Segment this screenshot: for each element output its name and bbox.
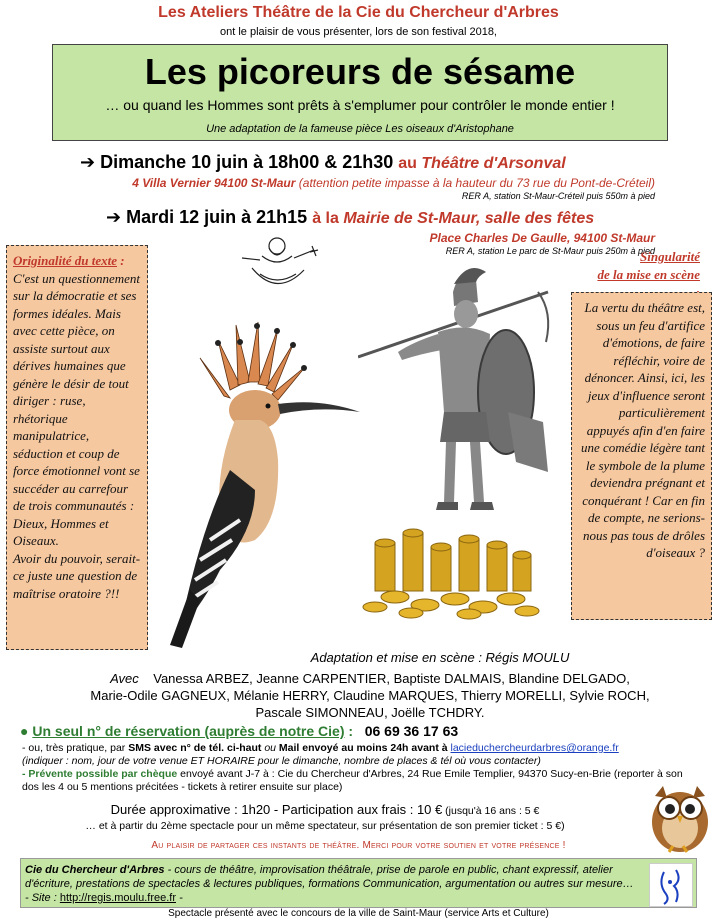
event-1-venue-prefix: au (398, 155, 417, 172)
cast-line-2: Marie-Odile GAGNEUX, Mélanie HERRY, Claudine MARQUES, Thierry MORELLI, Sylvie ROCH, (90, 688, 650, 703)
reservation-label: Un seul n° de réservation (auprès de notre Cie) (32, 723, 345, 739)
right-box-body: La vertu du théâtre est, sous un feu d'artifice d'émotions, de faire réfléchir, voire de dénoncer. Ainsi, ici, les jeux d'influence seront particulièrement appuyés afin d'en faire une comédie légère tant le symbole de la plume deviendra prégnant et conquérant ! Car en fin de compte, ne serions-nous pas tous de drôles d'oiseaux ? (580, 300, 705, 560)
res-text-c: Mail envoyé au moins 24h avant à (276, 742, 451, 754)
reservation-email-link[interactable]: lacieduchercheurdarbres@orange.fr (450, 742, 619, 754)
footer-description: - cours de théâtre, improvisation théâtrale, prise de parole en public, chant expressif, atelier d'écriture, prestations de spectacles & lectures publiques, formations Communication, argumentation ou autres sur mesure… - Site : (25, 864, 634, 904)
presale-label: - Prévente possible par chèque (22, 768, 178, 780)
left-box-body: C'est un questionnement sur la démocratie et ses formes idéales. Mais avec cette pièce, on assiste surtout aux dérives humaines que génère le désir de tout diriger : ruse, rhétorique manipulatrice, séduction et coup de force émotionnel vont se succéder au carrefour de trois communautés : Dieux, Hommes et Oiseaux. (13, 270, 140, 548)
event-1-address-text: 4 Villa Vernier 94100 St-Maur (132, 176, 296, 190)
event-2-line (106, 207, 594, 228)
reservation-line (20, 723, 700, 739)
arrow-icon: ➔ (80, 152, 96, 172)
duration-text: Durée approximative : 1h20 - Participation aux frais : 10 € (110, 802, 443, 817)
text-originality-box (6, 245, 148, 650)
bullet-icon: ● (20, 723, 29, 739)
intro-text: ont le plaisir de vous présenter, lors de son festival 2018, (220, 26, 497, 38)
event-2-date: Mardi 12 juin à 21h15 (126, 207, 308, 227)
staging-title-line-1: Singularité (640, 249, 700, 264)
event-1-line (80, 152, 566, 173)
footer-text (25, 863, 637, 905)
company-header: Les Ateliers Théâtre de la Cie du Chercheur d'Arbres (158, 4, 559, 21)
footer-company: Cie du Chercheur d'Arbres (25, 864, 165, 876)
sponsor-note: Spectacle présenté avec le concours de la ville de Saint-Maur (service Arts et Culture) (168, 908, 549, 919)
cast-line-1: Vanessa ARBEZ, Jeanne CARPENTIER, Baptiste DALMAIS, Blandine DELGADO, (153, 671, 630, 686)
gold-coins-illustration (355, 525, 545, 620)
adaptation-note: Une adaptation de la fameuse pièce Les oiseaux d'Aristophane (206, 123, 514, 135)
play-title: Les picoreurs de sésame (144, 51, 576, 92)
company-footer-box (20, 858, 697, 908)
event-2-venue: Mairie de St-Maur, salle des fêtes (343, 210, 595, 227)
event-1-address-note: (attention petite impasse à la hauteur du 73 rue du Pont-de-Créteil) (298, 176, 655, 190)
zeus-sketch-illustration (232, 228, 322, 296)
presale-details: envoyé avant J-7 à : Cie du Chercheur d'Arbres, 24 Rue Emile Templier, 94370 Sucy-en-Brie (reporter à son dos les 4 ou 5 mentions précitées - tickets à retirer ensuite sur place) (22, 768, 683, 793)
res-text-a: - ou, très pratique, par (22, 742, 129, 754)
duration-price (0, 802, 650, 817)
duration-second-line: … et à partir du 2ème spectacle pour un même spectateur, sur présentation de son premier ticket : 5 €) (85, 820, 565, 832)
footer-end: - (176, 892, 183, 904)
website-link[interactable]: http://regis.moulu.free.fr (59, 892, 177, 904)
event-1-venue: Théâtre d'Arsonval (421, 155, 566, 172)
cast-list (60, 670, 680, 721)
thanks-message: Au plaisir de partager ces instants de théâtre. Merci pour votre soutien et votre présence ! (151, 840, 566, 851)
title-box (52, 44, 668, 141)
event-1-date: Dimanche 10 juin à 18h00 & 21h30 (100, 152, 394, 172)
cast-line-3: Pascale SIMONNEAU, Joëlle TCHDRY. (255, 705, 485, 720)
event-2-transit: RER A, station Le parc de St-Maur puis 250m à pied (445, 246, 655, 256)
hoopoe-bird-illustration (160, 300, 360, 650)
staging-box (571, 292, 712, 620)
reservation-colon: : (344, 723, 354, 739)
left-box-title: Originalité du texte (13, 253, 117, 268)
event-2-address: Place Charles De Gaulle, 94100 St-Maur (429, 231, 655, 245)
arrow-icon: ➔ (106, 207, 122, 227)
res-sms: SMS (128, 742, 151, 754)
left-box-title-suffix: : (117, 253, 125, 268)
res-ou: ou (264, 742, 277, 754)
director-credit: Adaptation et mise en scène : Régis MOULU (310, 650, 570, 665)
staging-title-line-2: de la mise en scène (597, 267, 700, 282)
event-1-address (60, 176, 655, 190)
reservation-instructions: (indiquer : nom, jour de votre venue ET HORAIRE pour le dimanche, nombre de places & tél où vous contacter) (22, 755, 541, 767)
left-box-body-2: Avoir du pouvoir, serait-ce juste une question de maîtrise oratoire ?!! (13, 550, 141, 601)
play-subtitle: … ou quand les Hommes sont prêts à s'emplumer pour contrôler le monde entier ! (105, 97, 615, 113)
greek-warrior-illustration (358, 262, 558, 512)
event-1-transit: RER A, station St-Maur-Créteil puis 550m à pied (461, 191, 655, 201)
res-text-b: avec n° de tél. ci-haut (151, 742, 265, 754)
event-2-venue-prefix: à la (312, 210, 339, 227)
company-logo-icon (649, 863, 693, 907)
reservation-details (22, 742, 692, 794)
duration-reduced: (jusqu'à 16 ans : 5 € (442, 805, 540, 817)
reservation-phone[interactable]: 06 69 36 17 63 (364, 723, 459, 739)
cast-avec: Avec (110, 671, 139, 686)
